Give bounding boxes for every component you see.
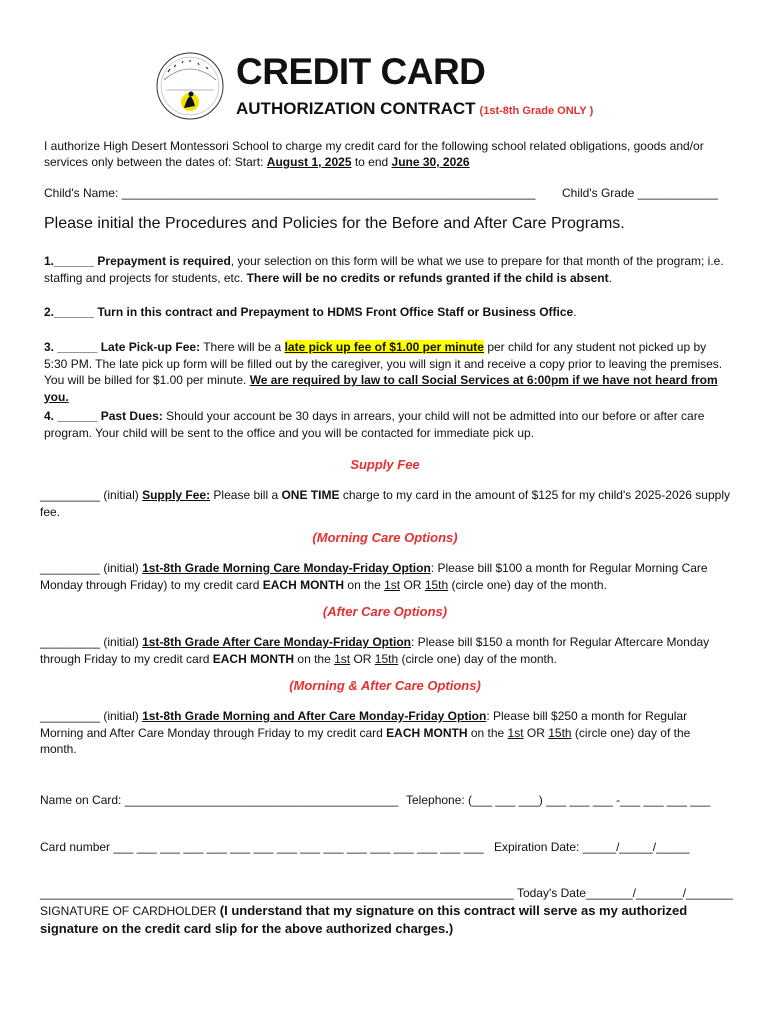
expiration-date-field[interactable]: Expiration Date: _____/_____/_____ (494, 840, 690, 854)
policies-heading: Please initial the Procedures and Policies for the Before and After Care Programs. (44, 215, 625, 232)
signature-date-line[interactable]: _______________________________________________________________________ Today's Date_______/_______/_______ (40, 886, 733, 900)
supply-fee-option[interactable]: _________ (initial) Supply Fee: Please bill a ONE TIME charge to my card in the amount of $125 for my child's 2025-2026 supply fee. (40, 488, 730, 519)
child-grade-field[interactable]: Child's Grade ____________ (562, 186, 718, 200)
intro-line-1: I authorize High Desert Montessori School to charge my credit card for the following school related obligations, goods and/or (44, 139, 704, 153)
school-logo-icon (154, 50, 226, 122)
telephone-field[interactable]: Telephone: (___ ___ ___) ___ ___ ___ -___ ___ ___ ___ (406, 793, 711, 807)
supply-fee-heading: Supply Fee (350, 457, 420, 472)
late-fee-highlight: late pick up fee of $1.00 per minute (284, 340, 484, 354)
after-care-heading: (After Care Options) (322, 604, 448, 619)
end-date: June 30, 2026 (391, 155, 470, 169)
policy-past-dues: 4. ______ Past Dues: Should your account be 30 days in arrears, your child will not be admitted into our before or after care program. Your child will be sent to the office and you will be contacted for immediate pick up. (44, 409, 705, 440)
after-care-option[interactable]: _________ (initial) 1st-8th Grade After Care Monday-Friday Option: Please bill $150 a month for Regular Aftercare Monday through Friday to my credit card EACH MONTH on the 1st OR 15th (circle one) day of the month. (40, 635, 710, 666)
morning-after-care-option[interactable]: _________ (initial) 1st-8th Grade Morning and After Care Monday-Friday Option: Please bill $250 a month for Regular Morning and After Care Monday through Friday to my credit card EACH MONTH on the 1st OR 15th (circle one) day of the month. (40, 709, 691, 756)
child-name-field[interactable]: Child's Name: ______________________________________________________________ (44, 186, 536, 200)
start-date: August 1, 2025 (266, 155, 352, 169)
form-title: CREDIT CARD (236, 51, 486, 92)
morning-after-care-heading: (Morning & After Care Options) (289, 678, 481, 693)
morning-care-option[interactable]: _________ (initial) 1st-8th Grade Morning Care Monday-Friday Option: Please bill $100 a month for Regular Morning Care Monday through Friday) to my credit card EACH MONTH on the 1st OR 15th (circle one) day of the month. (40, 561, 708, 592)
name-on-card-field[interactable]: Name on Card: _________________________________________ (40, 793, 399, 807)
signature-statement: SIGNATURE OF CARDHOLDER (I understand that my signature on this contract will serve as my authorized signature on the credit card slip for the above authorized charges.) (40, 903, 688, 936)
form-subtitle: AUTHORIZATION CONTRACT (1st-8th Grade ONLY ) (236, 99, 594, 118)
card-number-field[interactable]: Card number ___ ___ ___ ___ ___ ___ ___ ___ ___ ___ ___ ___ ___ ___ ___ ___ (40, 840, 484, 854)
signature-label: SIGNATURE OF CARDHOLDER (40, 904, 220, 918)
grade-note: (1st-8th Grade ONLY ) (479, 105, 594, 117)
policy-late-pickup: 3. ______ Late Pick-up Fee: There will be a late pick up fee of $1.00 per minute per child for any student not picked up by 5:30 PM. The late pick up form will be filled out by the caregiver, you will sign it and receive a copy prior to leaving the premises. You will be billed for $1.00 per minute. We are required by law to call Social Services at 6:00pm if we have not heard from you. (44, 340, 723, 404)
intro-line-2: services only between the dates of: Start: August 1, 2025 to end June 30, 2026 (44, 155, 470, 169)
policy-turn-in: 2.______ Turn in this contract and Prepayment to HDMS Front Office Staff or Business Office. (44, 305, 577, 319)
morning-care-heading: (Morning Care Options) (312, 530, 458, 545)
policy-prepayment: 1.______ Prepayment is required, your selection on this form will be what we use to prepare for that month of the program; i.e. staffing and projects for students, etc. There will be no credits or refunds granted if the child is absent. (44, 254, 724, 285)
